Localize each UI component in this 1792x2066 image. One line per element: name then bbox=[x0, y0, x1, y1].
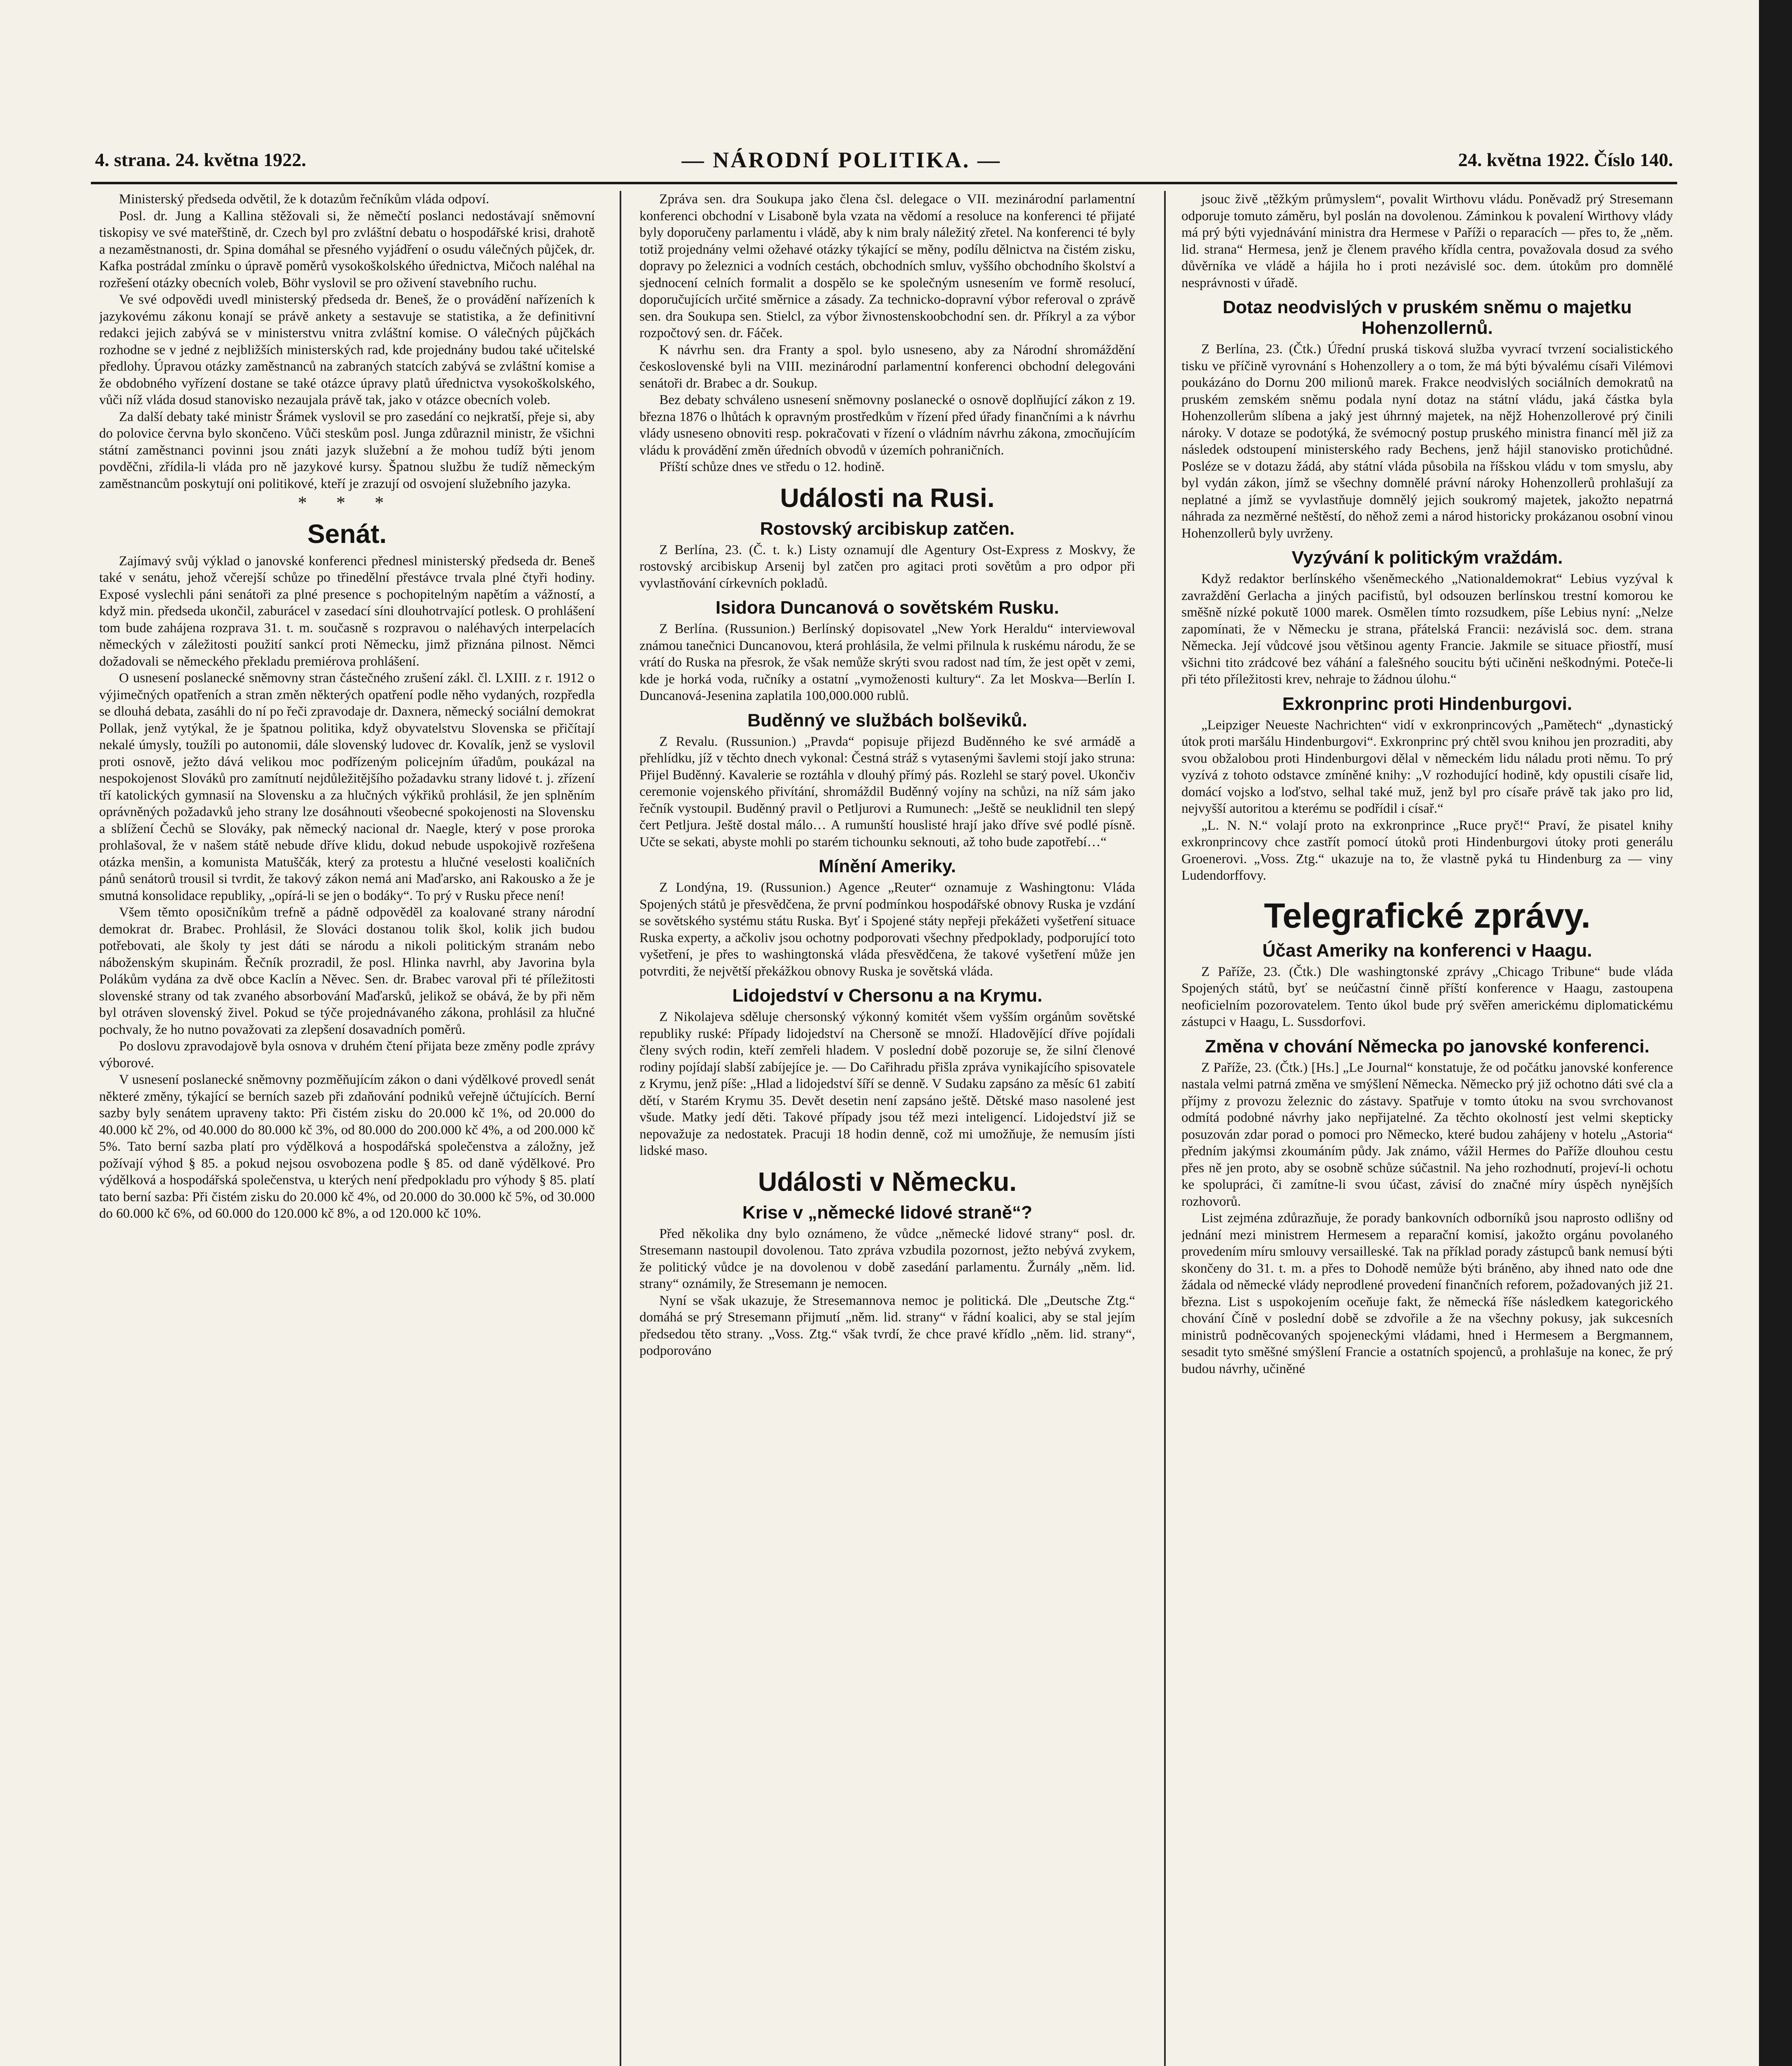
scan-edge bbox=[1759, 0, 1792, 2066]
paragraph: Z Berlína, 23. (Č. t. k.) Listy oznamují dle Agentury Ost-Express z Moskvy, že rostovský arcibiskup Arsenij byl zatčen pro agitaci proti sovětům a pro odpor při vyvlastňování církevních pokladů. bbox=[639, 542, 1135, 591]
paragraph: Z Nikolajeva sděluje chersonský výkonný komitét všem vyšším orgánům sovětské republiky ruské: Případy lidojedství na Chersoně se množí. Hladovějící dříve pojídali členy svých rodin, kteří zemřeli hladem. V poslední době pozoruje se, že silní členové rodiny pojídají slabší zabíjejíce je. — Do Cařihradu přišla zpráva vynikajícího spisovatele z Krymu, jenž píše: „Hlad a lidojedství šíří se denně. V Sudaku zapsáno za měsíc 61 zabití dětí, v Starém Krymu 35. Devět desetin není zapsáno ještě. Dětské maso nasolené jest všude. Matky jedí děti. Takové případy jsou též mezi inteligencí. Lidojedství již se nepovažuje za nedostatek. Pracuji 18 hodin denně, což mi umožňuje, že nemusím jísti lidské maso. bbox=[639, 1009, 1135, 1158]
article-heading: Isidora Duncanová o sovětském Rusku. bbox=[715, 597, 1059, 618]
paragraph: K návrhu sen. dra Franty a spol. bylo usneseno, aby za Národní shromáždění československé byli na VIII. mezinárodní parlamentní konferenci obchodní delegováni senátoři dr. Brabec a dr. Soukup. bbox=[639, 342, 1135, 391]
article-heading: Mínění Ameriky. bbox=[818, 856, 956, 876]
paragraph: Nyní se však ukazuje, že Stresemannova nemoc je politická. Dle „Deutsche Ztg.“ domáhá se prý Stresemann přijmutí „něm. lid. strany“ v řádní koalici, aby se stal jejím předsedou těto strany. „Voss. Ztg.“ však tvrdí, že chce pravé křídlo „něm. lid. strany“, podporováno bbox=[639, 1293, 1135, 1358]
article-heading: Vyzývání k politickým vraždám. bbox=[1291, 547, 1563, 568]
paragraph: Za další debaty také ministr Šrámek vyslovil se pro zasedání co nejkratší, přeje si, aby do polovice června bylo skončeno. Vůči steskům posl. Junga zdůraznil ministr, že všichni státní zaměstnanci povinni jsou znáti jazyk služební a že mohou tudíž býti jenom povděčni, zřídila-li vláda pro ně jazykové kursy. Špatnou službu že tudíž německým zaměstnancům poskytují oni politikové, kteří je zrazují od osvojení služebního jazyka. bbox=[99, 409, 595, 491]
paragraph: Ministerský předseda odvětil, že k dotazům řečníkům vláda odpoví. bbox=[119, 192, 490, 207]
paragraph: Zpráva sen. dra Soukupa jako člena čsl. delegace o VII. mezinárodní parlamentní konferenci obchodní v Lisaboně byla vzata na vědomí a resoluce na konferenci té přijaté byly doporučeny parlamentu i vládě, aby k nim braly náležitý zřetel. Na konferenci té byly totiž projednány velmi ožehavé otázky týkající se měny, podílu dělnictva na čistém zisku, dopravy po železnici a vodních cestách, obchodních smluv, vyššího obchodního školství a sjednocení celních formalit a dospělo se ke společným usnesením ve formě resolucí, doporučujících určité směrnice a zásady. Za technicko-dopravní výbor referoval o zprávě sen. dra Soukupa sen. Stielcl, za výbor živnostenskoobchodní sen. dr. Příkryl a za výbor rozpočtový sen. dr. Fáček. bbox=[639, 192, 1135, 340]
paragraph: Z Londýna, 19. (Russunion.) Agence „Reuter“ oznamuje z Washingtonu: Vláda Spojených států je přesvědčena, že první podmínkou hospodářské obnovy Ruska je vzdání se sovětského systému státu Ruska. Byť i Spojené státy nepřeji překážeti vyšetření situace Ruska experty, a ačkoliv jsou ochotny podporovati všechny předpoklady, podporující toto vyšetření, je přes to washingtonská vláda přesvědčena, že takové vyšetření může jen potvrditi, že největší překážkou obnovy Ruska je sovětská vláda. bbox=[639, 880, 1135, 979]
page-header bbox=[95, 149, 1673, 186]
section-heading-rusi: Události na Rusi. bbox=[780, 483, 995, 513]
paragraph: Z Berlína. (Russunion.) Berlínský dopisovatel „New York Heraldu“ interviewoval známou tanečnici Duncanovou, která prohlásila, že velmi přilnula k ruskému národu, že se vrátí do Ruska na přesrok, že však nemůže skrýti svou radost nad tím, že jest opět v zemi, kde je horká voda, ručníky a ostatní „vymoženosti kultury“. Za let Moskva—Berlín I. Duncanová-Jesenina zaplatila 100,000.000 rublů. bbox=[639, 621, 1135, 703]
paragraph: Všem těmto oposičníkům trefně a pádně odpověděl za koalované strany národní demokrat dr. Brabec. Prohlásil, že Slováci dostanou tolik škol, kolik jich budou potřebovati, ale školy ty jest dáti se národu a nikoli politickým stranám nebo náboženským skupinám. Řečník prozradil, že posl. Hlinka navrhl, aby Javorina byla Polákům vydána za dvě obce Kaclín a Něvec. Sen. dr. Brabec varoval při té příležitosti slovenské strany od tak zvaného absorbování Maďarsků, jelikož se obává, že by při něm byl otráven slovenský živel. Pokud se týče projednávaného zákona, prohlásil za hlučné pochvaly, že ho nutno považovati za zlepšení dosavadních poměrů. bbox=[99, 905, 595, 1037]
article-heading: Rostovský arcibiskup zatčen. bbox=[760, 518, 1015, 539]
header-issue-number: 24. května 1922. Číslo 140. bbox=[1458, 149, 1673, 170]
paragraph: List zejména zdůrazňuje, že porady bankovních odborníků jsou naprosto odlišny od jednání mezi ministrem Hermesem a reparační komisí, jakožto orgánu povolaného provedením míru smlouvy versailleské. Tak na příklad porady zástupců bank nemusí býti skončeny do 31. t. m. a přes to Dohodě nemůže býti bráněno, aby ihned nato ode dne žádala od německé vlády neprodlené provedení finančních reforem, požadovaných již 21. března. List s uspokojením oceňuje fakt, že německá říše následkem kategorického chování Číně v poslední době se zdvořile a že na všechny pokusy, jak sukcesních ministrů podněcovaných spojeneckými vládami, hned i Hermesem a Bergmannem, sesadit tyto směšné smýšlení Francie a ostatních spojenců, a prohlašuje na konec, že prý budou návrhy, učiněné bbox=[1181, 1211, 1673, 1376]
paragraph: Příští schůze dnes ve středu o 12. hodině. bbox=[659, 459, 885, 474]
article-heading: Účast Ameriky na konferenci v Haagu. bbox=[1262, 940, 1592, 961]
paragraph: Z Berlína, 23. (Čtk.) Úřední pruská tisková služba vyvrací tvrzení socialistického tisku ve příčině vyrovnání s Hohenzollery a o tom, že má býti bývalému císaři Vilémovi poukázáno do Dornu 200 milionů marek. Frakce neodvislých sociálních demokratů na pruském zemském sněmu podala nyní dotaz na státní vládu, jaká částka byla Hohenzollerům slíbena a jaký jest úhrnný majetek, na nějž Hohenzollerové prý činili nároky. V dotaze se podotýká, že svémocný postup pruského ministra financí měl již za následek odstoupení ministerského rady Bechens, jenž hájil stanovisko protichůdné. Posléze se v dotazu žádá, aby státní vláda působila na říšskou vládu v tom smyslu, aby byl vydán zákon, jímž se všechny domnělé právní nároky Hohenzollerů prohlašují za neplatné a jímž se vyvlastňuje domnělý jejich soukromý majetek, jakožto nepatrná náhrada za nezměrné neštěstí, do něhož zemi a národ historicky prokázanou osobní vinou Hohenzollerů byly uvrženy. bbox=[1181, 342, 1673, 541]
paragraph: „L. N. N.“ volají proto na exkronprince „Ruce pryč!“ Praví, že pisatel knihy exkronprincovy chce zastřít pomocí útoků proti Hindenburgovi útoky proti generálu Groenerovi. „Voss. Ztg.“ ukazuje na to, že vlastně pyká tu Hindenburg za — viny Ludendorffovy. bbox=[1181, 818, 1673, 883]
paragraph: Posl. dr. Jung a Kallina stěžovali si, že němečtí poslanci nedostávají sněmovní tiskopisy ve své mateřštině, dr. Czech byl pro zvláštní debatu o hospodářské krisi, drahotě a nezaměstnanosti, dr. Spina domáhal se přesného vyjádření o osudu válečných půjček, dr. Kafka postrádal zmínku o úpravě poměrů vysokoškolského úřednictva, Mičoch naléhal na rozřešení otázky obecních voleb, Böhr vyslovil se pro oživení stavebního ruchu. bbox=[99, 208, 595, 290]
paragraph: „Leipziger Neueste Nachrichten“ vidí v exkronprincových „Pamětech“ „dynastický útok proti maršálu Hindenburgovi“. Exkronprinc prý chtěl svou knihou jen prozraditi, aby svou obžalobou proti Hindenburgovi dělal v německém lidu náladu proti němu. To prý vyzívá z tohoto odstavce zmíněné knihy: „V rozhodující hodině, kdy opustili císaře lid, domácí vojsko a loďstvo, selhal také muž, jenž byl pro císaře právě tak jako pro lid, nejvyšší autoritou a kterému se podřídil i císař.“ bbox=[1181, 717, 1673, 816]
article-heading: Krise v „německé lidové straně“? bbox=[742, 1202, 1032, 1223]
article-heading: Lidojedství v Chersonu a na Krymu. bbox=[732, 985, 1043, 1006]
column-2 bbox=[639, 191, 1135, 2066]
article-heading: Změna v chování Německa po janovské konferenci. bbox=[1205, 1036, 1649, 1057]
paragraph: Z Paříže, 23. (Čtk.) [Hs.] „Le Journal“ konstatuje, že od počátku janovské konference nastala velmi patrná změna ve smýšlení Německa. Německo prý již ochotno dáti své cla a příjmy z provozu železnic do zástavy. Spatřuje v tomto útoku na svou svrchovanost odmítá podobné návrhy jako nepřijatelné. Za těchto okolností jest velmi skepticky posuzován zdar porad o pomoci pro Německo, které budou zahájeny v hotelu „Astoria“ předním jakýmsi zkoumáním půdy. Jak známo, vážil Hermes do Paříže dlouhou cestu přes ně jen proto, aby se osobně schůze súčastnil. Na jeho rozhodnutí, projeví-li ochotu ke spolupráci, či zamítne-li svou účast, závisí do značné míry úspěch nynějších rozhovorů. bbox=[1181, 1060, 1673, 1209]
paragraph: Ve své odpovědi uvedl ministerský předseda dr. Beneš, že o provádění nařízeních k jazykovému zákonu konají se právě ankety a sestavuje se statistika, a že definitivní redakci jejich zabývá se v ministerstvu vnitra zvláštní komise. O válečných půjčkách rozhodne se v jedné z nejbližších ministerských rad, kde projednány budou také učitelské předlohy. Úpravou otázky zaměstnanců na zabraných statcích zabývá se zvláštní komise a že obdobného vyřízení dostane se také otázce úpravy platů úřednictva vysokoškolského, vůči níž vláda dosud stanovisko nezaujala právě tak, jako v otázce obecních voleb. bbox=[99, 292, 595, 407]
column-rule bbox=[620, 191, 621, 2066]
paragraph: Zajímavý svůj výklad o janovské konferenci přednesl ministerský předseda dr. Beneš také v senátu, jehož včerejší schůze po třinedělní přestávce trvala plné čtyři hodiny. Exposé vyslechli páni senátoři za plné presence s pochopitelným napětím a vážností, a když min. předseda ukončil, zaburácel v zasedací síni dlouhotrvající potlesk. O prohlášení tom bude zahájena rozprava 31. t. m. současně s rozpravou o naléhavých interpelacích německých v záležitosti použití sankcí proti Německu, jimž přiznána pilnost. Němci dožadovali se německého překladu premiérova prohlášení. bbox=[99, 553, 595, 669]
article-heading: Dotaz neodvislých v pruském sněmu o majetku Hohenzollernů. bbox=[1222, 297, 1632, 338]
article-heading: Buděnný ve službách bolševiků. bbox=[747, 710, 1027, 731]
paragraph: jsouc živě „těžkým průmyslem“, povalit Wirthovu vládu. Poněvadž prý Stresemann odporuje tomuto záměru, byl poslán na dovolenou. Záminkou k povalení Wirthovy vlády má prý býti vyjednávání ministra dra Hermese v Paříži o reparacích — přes to, že „něm. lid. strana“ Hermesa, jenž je členem pravého křídla centra, považovala dosud za svého důvěrníka ve vládě a hájila ho i proti nezávislé soc. dem. útokům pro domnělé nesprávnosti v úřadě. bbox=[1181, 192, 1673, 290]
section-heading-senat: Senát. bbox=[307, 519, 387, 549]
column-3 bbox=[1181, 191, 1673, 2066]
paragraph: V usnesení poslanecké sněmovny pozměňujícím zákon o dani výdělkové provedl senát některé změny, týkající se berních sazeb při zdaňování podniků veřejně účtujících. Berní sazby byly senátem upraveny takto: Při čistém zisku do 20.000 kč 1%, od 20.000 do 40.000 kč 2%, od 40.000 do 80.000 kč 3%, od 80.000 do 200.000 kč 4%, a od 200.000 kč 5%. Tato berní sazba platí pro výdělková a hospodářská společenstva a záložny, jež požívají výhod § 85. a pokud nejsou osvobozena podle § 85. od daně výdělkové. Pro výdělková a hospodářská společenstva, u kterých není předpokladu pro výhody § 85. platí tato berní sazba: Při čistém zisku do 20.000 kč 4%, od 20.000 do 30.000 kč 5%, od 30.000 do 60.000 kč 6%, od 60.000 do 120.000 kč 8%, a od 120.000 kč 10%. bbox=[99, 1072, 595, 1221]
header-page-date: 4. strana. 24. května 1922. bbox=[95, 149, 307, 170]
paragraph: Když redaktor berlínského všeněmeckého „Nationaldemokrat“ Lebius vyzýval k zavraždění Gerlacha a jiných pacifistů, byl odsouzen berlínskou trestní komorou ke směšně nízké pokutě 1000 marek. Osmělen tímto rozsudkem, píše Lebius nyní: „Nelze zapomínati, že v Německu je strana, přátelská Francii: nezávislá soc. dem. strana Německa. Její vůdcové jsou většinou agenty Francie. Jakmile se situace přiostří, musí všichni tito zrádcové bez váhání a falešného soucitu býti učiněni neškodnými. Poteče-li při této příležitosti krev, nehraje to žádnou úlohu.“ bbox=[1181, 571, 1673, 687]
section-heading-nemecko: Události v Německu. bbox=[758, 1166, 1017, 1197]
column-rule bbox=[1164, 191, 1166, 2066]
paragraph: Z Paříže, 23. (Čtk.) Dle washingtonské zprávy „Chicago Tribune“ bude vláda Spojených států, byť se neúčastní činně příští konference v Haagu, zastoupena neoficielním pozorovatelem. Tento úkol bude prý svěřen americkému diplomatickému zástupci v Haagu, L. Sussdorfovi. bbox=[1181, 964, 1673, 1029]
paragraph: O usnesení poslanecké sněmovny stran částečného zrušení zákl. čl. LXIII. z r. 1912 o výjimečných opatřeních a stran změn některých opatření podle něho vydaných, rozpředla se dlouhá debata, zasáhli do ní po řeči zpravodaje dr. Daxnera, německý sociální demokrat Pollak, jenž vytýkal, že je špatnou politika, když obyvatelstvu Slovenska se přičítají nekalé úmysly, toužíli po autonomii, dále slovenský ludovec dr. Kovalík, jenž se vyslovil proti osnově, ježto dává velikou moc podřízeným policejním úřadům, poukázal na nespokojenost Slováků pro zamítnutí nejdůležitějšího požadavku strany lidové t. j. zřízení tří katolických gymnasií na Slovensku a za hlučných výkřiků prohlásil, že jen splněním oprávněných požadavků jeho strany lze dosáhnouti všeobecné spokojenosti na Slovensku a sblížení Čechů se Slováky, pak německý nacional dr. Naegle, který v pose proroka prohlašoval, že v našem státě nebude dříve klidu, dokud nebude uspokojivě rozřešena otázka menšin, a komunista Matuščák, který za protestu a hlučné veselosti koaličních pánů senátorů trousil si tvrdit, že takový zákon nemá ani Maďarsko, ani Rakousko a že je smutná konsolidace republiky, „opírá-li se jen o bodáky“. To prý v Rusku přece není! bbox=[99, 671, 595, 903]
masthead-title: — NÁRODNÍ POLITIKA. — bbox=[682, 148, 1002, 172]
column-1 bbox=[99, 191, 595, 2066]
paragraph: Před několika dny bylo oznámeno, že vůdce „německé lidové strany“ posl. dr. Stresemann nastoupil dovolenou. Tato zpráva vzbudila pozornost, ježto nebývá zvykem, že politický vůdce je na dovolenou v době zasedání parlamentu. Žurnály „něm. lid. strany“ oznámily, že Stresemann je nemocen. bbox=[639, 1226, 1135, 1291]
paragraph: Po doslovu zpravodajově byla osnova v druhém čtení přijata beze změny podle zprávy výborové. bbox=[99, 1039, 595, 1071]
paragraph: Z Revalu. (Russunion.) „Pravda“ popisuje přijezd Buděnného ke své armádě a přehlídku, jíž v těchto dnech vykonal: Čestná stráž s vytasenými šavlemi stojí jako struna: Přijel Buděnný. Kavalerie se roztáhla v dlouhý přímý pás. Rozlehl se starý povel. Ukončiv ceremonie vojenského přivítání, shromáždil Buděnný vojíny na schůzi, na níž sám jako řečník vystoupil. Buděnný pravil o Petljurovi a Rumunech: „Ještě se neuklidnil ten slepý čert Petljura. Ještě dostal málo… A rumunští houslisté hrají jako dříve své podlé písně. Učte se sekati, abyste mohli po starém tichounku seknouti, až toho bude zapotřebí…“ bbox=[639, 734, 1135, 850]
header-rule bbox=[91, 182, 1677, 184]
section-heading-telegraficke: Telegrafické zprávy. bbox=[1264, 896, 1591, 935]
section-separator: * * * bbox=[298, 493, 396, 513]
paragraph: Bez debaty schváleno usnesení sněmovny poslanecké o osnově doplňující zákon z 19. března 1876 o lhůtách k opravným prostředkům v řízení před úřady finančními a k návrhu vlády usneseno obnoviti resp. pokračovati v řízení o vládním návrhu zákona, zmocňujícím vládu k provádění změn úředních obvodů v územích pohraničních. bbox=[639, 393, 1135, 458]
article-heading: Exkronprinc proti Hindenburgovi. bbox=[1282, 693, 1572, 714]
